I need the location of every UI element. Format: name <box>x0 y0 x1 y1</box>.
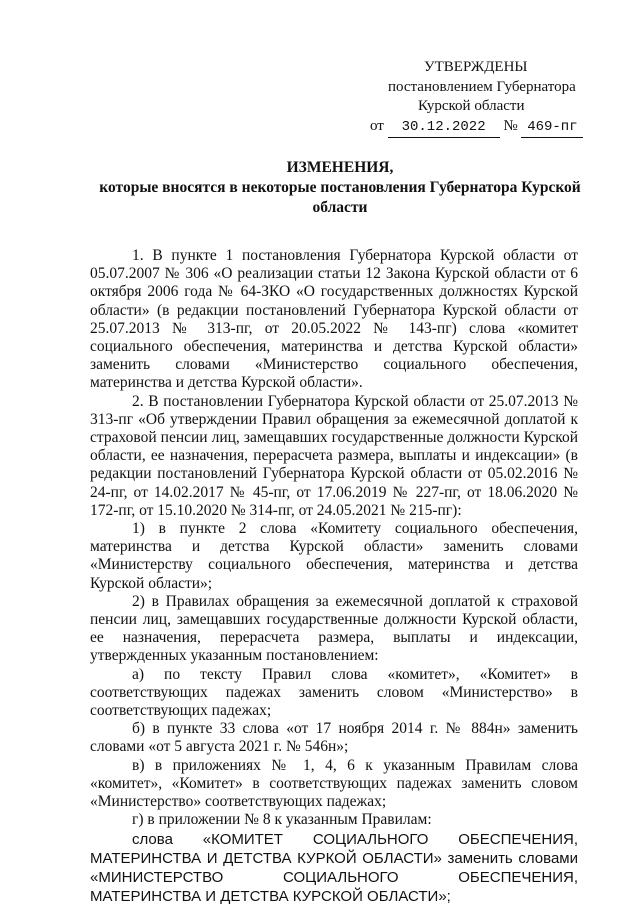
approval-number: 469-пг <box>521 118 583 139</box>
number-prefix: № <box>503 117 518 134</box>
paragraph-1: 1. В пункте 1 постановления Губернатора Курской области от 05.07.2007 № 306 «О реализации статьи 12 Закона Курской области от 6 октября 2006 года № 64-ЗКО «О государственных должностях Курской области» (в редакции постановлений Губернатора Курской области от 25.07.2013 № 313-пг, от 20.05.2022 № 143-пг) слова «комитет социального обеспечения, материнства и детства Курской области» заменить словами «Министерство социального обеспечения, материнства и детства Курской области». <box>90 247 578 392</box>
document-title <box>90 158 590 218</box>
paragraph-g: г) в приложении № 8 к указанным Правилам: <box>132 811 432 829</box>
approval-region: Курской области <box>418 98 525 114</box>
title-line-1: ИЗМЕНЕНИЯ, <box>286 159 394 176</box>
approval-date-line <box>360 117 592 139</box>
approval-date: 30.12.2022 <box>388 118 500 139</box>
approval-heading: УТВЕРЖДЕНЫ <box>424 59 528 75</box>
paragraph-2-1: 1) в пункте 2 слова «Комитету социального обеспечения, материнства и детства Курской области» заменить словами «Министерству социального обеспечения, материнства и детства Курской области»; <box>90 520 578 592</box>
paragraph-2-2: 2) в Правилах обращения за ежемесячной доплатой к страховой пенсии лиц, замещавших государственные должности Курской области, ее назначения, перерасчета размера, выплаты и индексации, утвержденных указанным постановлением: <box>90 592 578 665</box>
paragraph-a: а) по тексту Правил слова «комитет», «Комитет» в соответствующих падежах заменить словом «Министерство» в соответствующих падежах; <box>90 665 578 720</box>
paragraph-b: б) в пункте 33 слова «от 17 ноября 2014 г. № 884н» заменить словами «от 5 августа 2021 г. № 546н»; <box>90 720 578 756</box>
paragraph-g-words: слова «КОМИТЕТ СОЦИАЛЬНОГО ОБЕСПЕЧЕНИЯ, МАТЕРИНСТВА И ДЕТСТВА КУРКОЙ ОБЛАСТИ» заменить словами «МИНИСТЕРСТВО СОЦИАЛЬНОГО ОБЕСПЕЧЕНИЯ, МАТЕРИНСТВА И ДЕТСТВА КУРСКОЙ ОБЛАСТИ»; <box>90 830 578 905</box>
approval-stamp <box>360 58 592 138</box>
paragraph-2: 2. В постановлении Губернатора Курской области от 25.07.2013 № 313-пг «Об утверждении Правил обращения за ежемесячной доплатой к страховой пенсии лиц, замещавших государственные должности Курской области, ее назначения, перерасчета размера, выплаты и индексации» (в редакции постановлений Губернатора Курской области от 05.02.2016 № 24-пг, от 14.02.2017 № 45-пг, от 17.06.2019 № 227-пг, от 18.06.2020 № 172-пг, от 15.10.2020 № 314-пг, от 24.05.2021 № 215-пг): <box>90 392 578 519</box>
document-body <box>90 247 578 906</box>
date-prefix: от <box>370 117 384 134</box>
title-line-2: которые вносятся в некоторые постановления Губернатора Курской <box>99 179 581 196</box>
title-line-3: области <box>312 199 368 216</box>
paragraph-v: в) в приложениях № 1, 4, 6 к указанным Правилам слова «комитет», «Комитет» в соответствующих падежах заменить словом «Министерство» соответствующих падежах; <box>90 756 578 811</box>
approval-authority: постановлением Губернатора <box>388 78 576 95</box>
